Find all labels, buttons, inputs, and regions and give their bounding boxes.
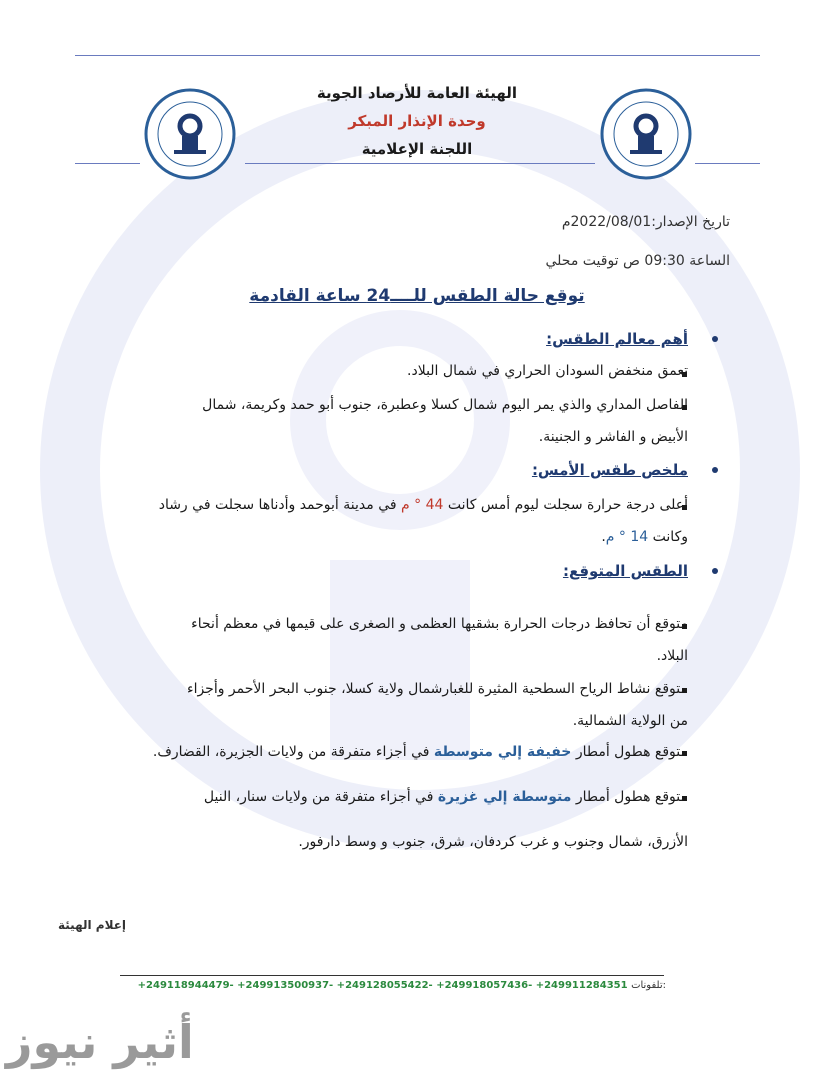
- header-right-rule: [695, 163, 760, 164]
- feature-item-1: تعمق منخفض السودان الحراري في شمال البلاد.: [407, 363, 688, 379]
- forecast-item-3: متوقع هطول أمطار خفيفة إلي متوسطة في أجزاء متفرقة من ولايات الجزيرة، القضارف.: [152, 744, 688, 760]
- bullet-dot: [712, 336, 718, 342]
- phones-label: تلفونات:: [631, 980, 666, 991]
- forecast-item-1-cont: البلاد.: [656, 648, 688, 664]
- bullet-dot: [712, 568, 718, 574]
- watermark-pillar: [330, 560, 470, 760]
- brand-watermark: أثير نيوز: [6, 1015, 194, 1069]
- yesterday-line-1: أعلى درجة حرارة سجلت ليوم أمس كانت 44 ° م في مدينة أبوحمد وأدناها سجلت في رشاد: [158, 497, 688, 513]
- section-key-features-heading: أهم معالم الطقس:: [546, 330, 688, 348]
- rain-intensity-light-moderate: خفيفة إلي متوسطة: [433, 744, 572, 760]
- header-left-rule: [75, 163, 140, 164]
- org-name: الهيئة العامة للأرصاد الجوية: [316, 84, 518, 102]
- media-office-label: إعلام الهيئة: [58, 918, 127, 932]
- rain-intensity-moderate-heavy: متوسطة إلي غزيرة: [437, 789, 572, 805]
- section-forecast-heading: الطقس المتوقع:: [563, 562, 688, 580]
- phone-numbers: +249118944479- +249913500937- +249128055422- +249918057436- +249911284351 تلفونات:: [137, 980, 666, 991]
- section-yesterday-heading: ملخص طقس الأمس:: [532, 461, 688, 479]
- forecast-item-2: متوقع نشاط الرياح السطحية المثيرة للغبارشمال ولاية كسلا، جنوب البحر الأحمر وأجزاء: [186, 681, 688, 697]
- forecast-item-1: متوقع أن تحافظ درجات الحرارة بشقيها العظمى و الصغرى على قيمها في معظم أنحاء: [191, 616, 688, 632]
- footer-rule: [120, 975, 664, 976]
- authority-logo-left: [142, 86, 238, 182]
- authority-logo-right: [598, 86, 694, 182]
- min-temp: 14 ° م: [605, 529, 649, 545]
- header-top-rule: [75, 55, 760, 56]
- feature-item-2-cont: الأبيض و الفاشر و الجنينة.: [538, 429, 688, 445]
- issue-date: تاريخ الإصدار:2022/08/01م: [561, 214, 730, 230]
- org-committee: اللجنة الإعلامية: [361, 140, 473, 158]
- yesterday-line-2: وكانت 14 ° م.: [601, 529, 688, 545]
- forecast-item-4: متوقع هطول أمطار متوسطة إلي غزيرة في أجزاء متفرقة من ولايات سنار، النيل: [203, 789, 688, 805]
- forecast-item-4-cont: الأزرق، شمال وجنوب و غرب كردفان، شرق، جنوب و وسط دارفور.: [298, 834, 688, 850]
- max-temp: 44 ° م: [401, 497, 444, 513]
- issue-time: الساعة 09:30 ص توقيت محلي: [545, 253, 730, 269]
- feature-item-2: الفاصل المداري والذي يمر اليوم شمال كسلا وعطبرة، جنوب أبو حمد وكريمة، شمال: [202, 397, 688, 413]
- forecast-item-2-cont: من الولاية الشمالية.: [572, 713, 688, 729]
- page-title: توقع حالة الطقس للــــ24 ساعة القادمة: [249, 286, 585, 306]
- bullet-dot: [712, 467, 718, 473]
- header-center-rule: [245, 163, 595, 164]
- org-unit: وحدة الإنذار المبكر: [348, 112, 486, 130]
